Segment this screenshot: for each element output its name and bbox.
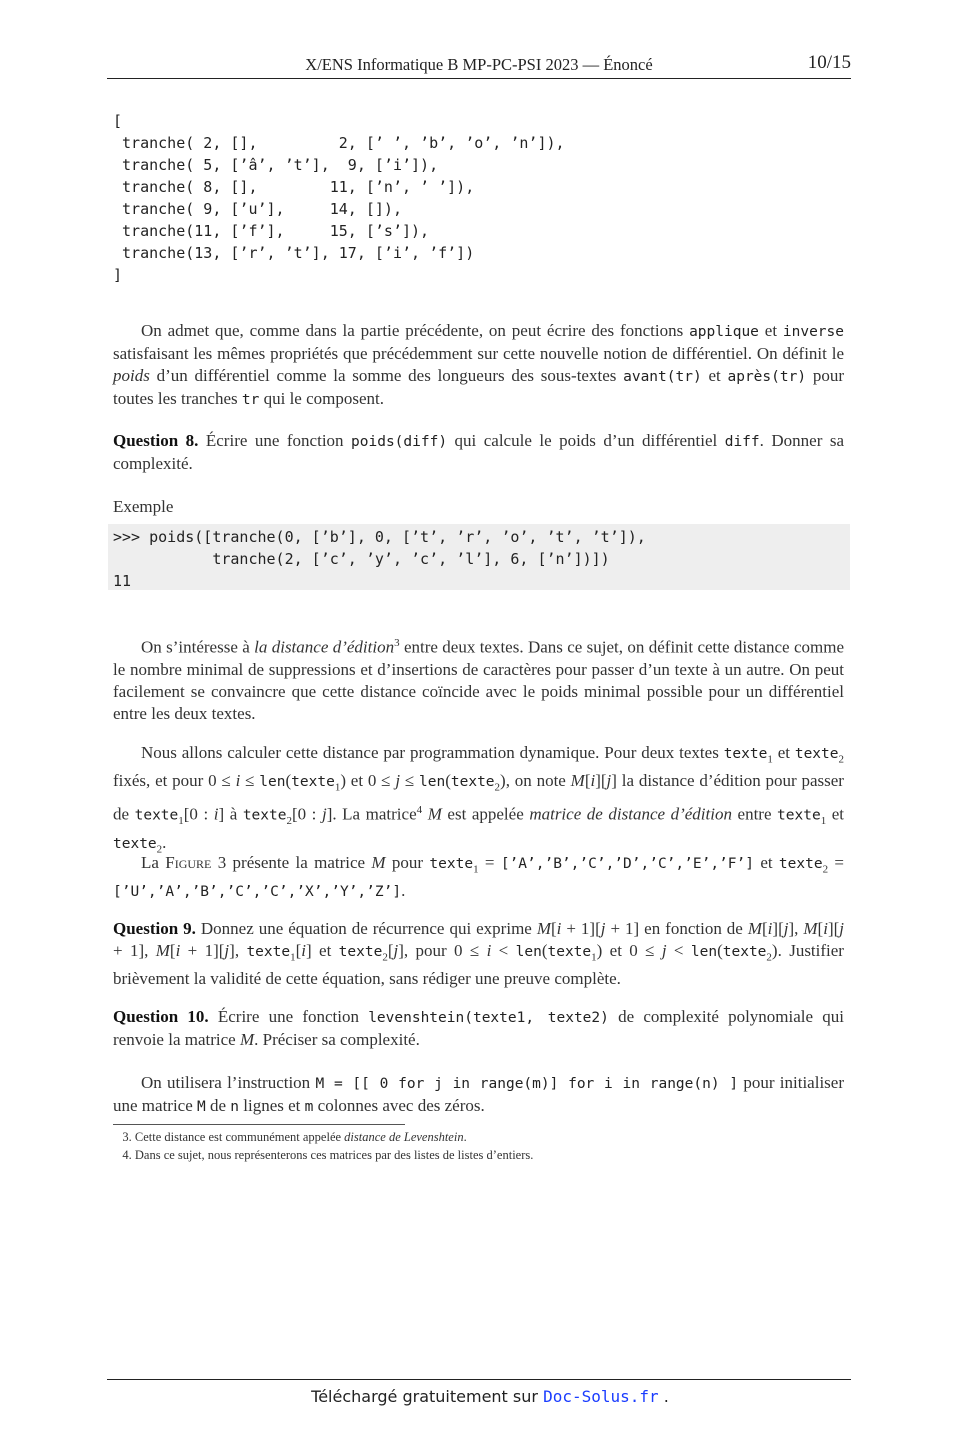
text: La (141, 853, 166, 872)
subscript: 1 (334, 781, 341, 794)
text: lignes et (239, 1096, 305, 1115)
question-label: Question 8. (113, 431, 199, 450)
text: , pour 0 ≤ (403, 941, 487, 960)
code-texte: texte (794, 746, 839, 762)
subscript: 2 (766, 951, 772, 964)
text: On admet que, comme dans la partie précédente, on peut écrire des fonctions (141, 321, 690, 340)
code-texte: texte (134, 807, 179, 824)
text: = (478, 853, 501, 872)
math-j: j (321, 804, 327, 824)
text: Écrire une fonction (208, 1007, 369, 1026)
doc-solus-link[interactable]: Doc-Solus.fr (543, 1387, 659, 1406)
question-10 (113, 1006, 844, 1051)
math-i: i (213, 804, 219, 824)
math-j: j (395, 771, 401, 791)
math-j: j (661, 941, 667, 960)
footnote-number: 3. (122, 1130, 132, 1144)
text: et 0 ≤ (602, 941, 662, 960)
code-len: len (419, 774, 446, 791)
example-label: Exemple (113, 497, 174, 516)
paragraph-poids (113, 320, 844, 411)
code-applique: applique (689, 324, 759, 340)
code-texte: texte (723, 746, 768, 762)
math-M: M (239, 1030, 255, 1049)
text: d’un différentiel comme la somme des longueurs des sous-textes (149, 366, 624, 385)
text: la distance d’édition pour passer de (113, 771, 844, 824)
question-label: Question 9. (113, 919, 196, 938)
footer-divider (107, 1379, 851, 1380)
text: et 0 ≤ (345, 771, 396, 791)
math-i: i (767, 919, 773, 938)
question-9: Question 9. Donnez une équation de récurrence qui exprime M[i + 1][j + 1] en fonction de M[i][j], M[i][j + 1], M[i + 1][j], texte$_1$[i] et texte$_2$[j], pour 0 ≤ i < len(texte$_1$) et 0 ≤ j < len(texte$_2$). Justifier brièvement la validité de cette équation, sans rédiger une preuve complète. (113, 919, 844, 989)
text: On s’intéresse à (141, 637, 255, 657)
text: entre (731, 804, 778, 824)
code-tr: tr (241, 392, 260, 408)
question-label: Question 10. (113, 1007, 209, 1026)
math-i: i (301, 941, 306, 960)
code-len: len (259, 774, 286, 791)
subscript: 2 (382, 951, 388, 964)
code-texte: texte (429, 856, 474, 872)
code-diff: diff (724, 434, 760, 450)
text: qui le composent. (259, 389, 385, 408)
subscript: 1 (767, 753, 773, 766)
text: de (205, 1096, 231, 1115)
math-j: j (783, 919, 789, 938)
text: et (701, 366, 728, 385)
paragraph-initialisation (113, 1072, 844, 1118)
code-texte: texte (777, 807, 821, 824)
math-i: i (823, 919, 828, 938)
math-i: i (486, 941, 492, 960)
code-levenshtein: levenshtein(texte1, texte2) (368, 1010, 609, 1026)
subscript: 1 (820, 814, 827, 827)
text: et (753, 853, 779, 872)
code-len: len (515, 944, 542, 960)
text: qui calcule le poids d’un différentiel (447, 431, 725, 450)
text: Nous allons calculer cette distance par programmation dynamique. Pour deux textes (141, 743, 724, 762)
code-texte: texte (113, 835, 157, 852)
code-inverse: inverse (782, 324, 844, 340)
subscript: 1 (591, 951, 597, 964)
text: < (666, 941, 691, 960)
paragraph-figure-3 (113, 852, 844, 903)
footnote-ref-3[interactable]: 3 (394, 637, 400, 649)
math-M: M (536, 919, 551, 938)
text: en fonction de (639, 919, 748, 938)
code-texte: texte (242, 807, 287, 824)
text: Dans ce sujet, nous représenterons ces matrices par des listes de listes d’entiers. (134, 1148, 534, 1162)
text: Cette distance est communément appelée (134, 1130, 345, 1144)
emphasis-levenshtein: distance de Levenshtein (344, 1130, 464, 1144)
code-texte: texte (291, 774, 335, 791)
text: Donnez une équation de récurrence qui exprime (195, 919, 537, 938)
text: . (658, 1387, 669, 1406)
emphasis-matrice: matrice de distance d’édition (529, 804, 732, 824)
math-j: j (606, 771, 612, 791)
text: = (828, 853, 844, 872)
emphasis-poids: poids (113, 366, 150, 385)
text: . Justifier brièvement la validité de cette équation, sans rédiger une preuve complète. (113, 941, 844, 989)
code-texte2-value: [’U’,’A’,’B’,’C’,’C’,’X’,’Y’,’Z’] (113, 884, 402, 901)
code-len: len (690, 944, 718, 960)
text: . Donner sa complexité. (113, 431, 844, 473)
code-texte: texte (450, 774, 495, 791)
code-poids: poids(diff) (351, 434, 448, 450)
text: [0 : (183, 804, 214, 824)
subscript: 2 (286, 814, 292, 827)
subscript: 2 (838, 753, 844, 766)
math-j: j (393, 941, 399, 960)
text: pour initialiser une matrice (113, 1073, 844, 1115)
subscript: 2 (156, 843, 163, 856)
code-m: m (304, 1099, 314, 1115)
text: , on note (505, 771, 571, 791)
subscript: 1 (473, 863, 479, 876)
header-title: X/ENS Informatique B MP-PC-PSI 2023 — Énoncé (305, 55, 653, 74)
page-number: 10/15 (807, 52, 851, 73)
example-code: >>> poids([tranche(0, [’b’], 0, [’t’, ’r’, ’o’, ’t’, ’t’]), tranche(2, [’c’, ’y’, ’c’, ’l’], 6, [’n’])]) 11 (113, 528, 646, 590)
text: entre deux textes. Dans ce sujet, on définit cette distance comme le nombre minimal de suppressions et d’insertions de caractères pour passer d’un texte à un autre. On peut facilement se convaincre que cette distance coïncide avec le poids minimal possible pour un différentiel entre les deux textes. (113, 637, 844, 723)
footer-text: Téléchargé gratuitement sur (311, 1387, 544, 1406)
text: et (772, 743, 795, 762)
footnote-number: 4. (122, 1148, 132, 1162)
emphasis-distance: la distance d’édition (254, 637, 395, 657)
math-i: i (590, 771, 596, 791)
code-texte: texte (778, 856, 823, 872)
code-texte: texte (338, 944, 383, 960)
subscript: 1 (290, 951, 296, 964)
code-M: M (197, 1099, 206, 1115)
figure-ref[interactable]: Figure (165, 853, 212, 872)
math-i: i (556, 919, 562, 938)
math-M: M (803, 919, 818, 938)
code-init-matrix: M = [[ 0 for j in range(m)] for i in range(n) ] (315, 1076, 739, 1092)
code-texte: texte (246, 944, 291, 960)
text: pour (385, 853, 430, 872)
paragraph-programmation-dynamique: Nous allons calculer cette distance par programmation dynamique. Pour deux textes texte$_1$ et texte$_2$ fixés, et pour 0 ≤ i ≤ len(texte$_1$) et 0 ≤ j ≤ len(texte$_2$), on note M[i][j] la distance d’édition pour passer de texte$_1$[0 : i] à texte$_2$[0 : j]. La matrice$^4$ M est appelée matrice de distance d’édition entre texte$_1$ et texte$_2$. (113, 743, 845, 856)
text: et (311, 941, 339, 960)
text: et (826, 804, 845, 824)
math-i: i (175, 941, 181, 960)
footnote-ref-4[interactable]: 4 (416, 803, 423, 816)
subscript: 1 (178, 814, 184, 827)
math-i: i (235, 771, 241, 791)
code-block-tranches: [ tranche( 2, [], 2, [’ ’, ’b’, ’o’, ’n’]), tranche( 5, [’â’, ’t’], 9, [’i’]), tranche( 8, [], 11, [’n’, ’ ’]), tranche( 9, [’u’], 14, []), tranche(11, [’f’], 15, [’s’]), tranche(13, [’r’, ’t’], 17, [’i’, ’f’]) ] (113, 112, 565, 284)
text: 3 présente la matrice (211, 853, 372, 872)
text: satisfaisant les mêmes propriétés que précédemment sur cette nouvelle notion de différentiel. On définit le (113, 344, 844, 363)
math-j: j (224, 941, 230, 960)
text: pour toutes les tranches (113, 366, 844, 408)
text: . (162, 832, 167, 852)
text: < (491, 941, 516, 960)
subscript: 2 (494, 781, 501, 794)
code-texte: texte (722, 944, 767, 960)
text: On utilisera l’instruction (141, 1073, 316, 1092)
text: ≤ (400, 771, 419, 791)
text: colonnes avec des zéros. (313, 1096, 485, 1115)
question-8 (113, 430, 844, 475)
paragraph-distance-edition (113, 632, 844, 725)
code-avant: avant(tr) (623, 369, 702, 385)
text: [0 : (291, 804, 322, 824)
text: fixés, et pour 0 ≤ (113, 771, 236, 791)
math-M: M (155, 941, 170, 960)
text: . (463, 1130, 467, 1144)
code-n: n (230, 1099, 240, 1115)
text: de complexité polynomiale qui renvoie la matrice (113, 1007, 844, 1049)
subscript: 2 (822, 863, 829, 876)
text: et (758, 321, 783, 340)
text: ]. La matrice (326, 804, 417, 824)
math-j: j (600, 919, 606, 938)
code-texte: texte (547, 944, 592, 960)
footnote-3 (113, 1128, 467, 1146)
text: Écrire une fonction (198, 431, 352, 450)
math-M: M (371, 853, 386, 872)
text: ] à (218, 804, 243, 824)
code-apres: après(tr) (727, 369, 807, 385)
math-j: j (839, 919, 844, 938)
text: . Préciser sa complexité. (254, 1030, 420, 1049)
text: ≤ (240, 771, 260, 791)
footnote-divider (113, 1124, 405, 1125)
math-M: M (747, 919, 762, 938)
page-footer (0, 1387, 980, 1406)
text: est appelée (441, 804, 530, 824)
text: . (401, 881, 406, 901)
page-header (107, 52, 851, 79)
code-texte1-value: [’A’,’B’,’C’,’D’,’C’,’E’,’F’] (500, 856, 754, 872)
math-M: M (570, 771, 585, 791)
footnote-4 (113, 1146, 533, 1164)
math-M: M (427, 804, 442, 824)
